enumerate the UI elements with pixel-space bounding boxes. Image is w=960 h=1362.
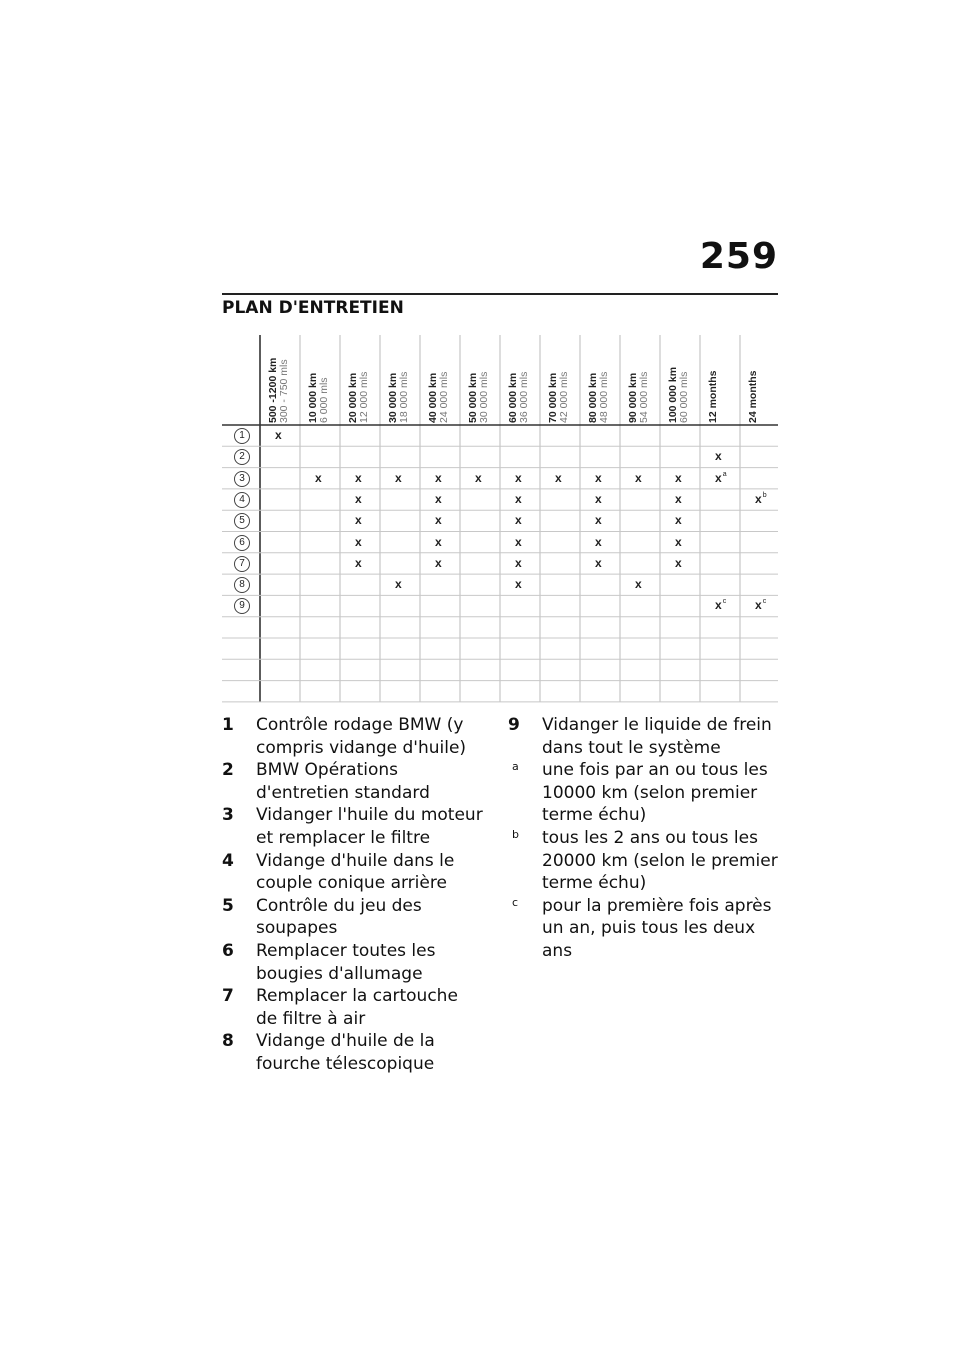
column-header (387, 333, 410, 423)
legend-item (508, 895, 778, 963)
maintenance-mark: x (635, 577, 642, 592)
legend-item (222, 895, 484, 940)
legend-key: 7 (222, 986, 234, 1007)
legend-text: Contrôle du jeu des soupapes (256, 895, 422, 939)
legend-key: a (512, 760, 519, 774)
maintenance-mark: x (355, 513, 362, 528)
footnote-ref: b (762, 491, 767, 499)
column-header-secondary: 6 000 mls (318, 377, 330, 423)
legend-text: Vidange d'huile de la fourche télescopique (256, 1031, 435, 1074)
footnote-ref: a (722, 470, 727, 478)
row-number-badge: 7 (234, 556, 250, 572)
row-number-badge: 9 (234, 598, 250, 614)
legend-item (222, 1030, 484, 1075)
maintenance-mark: x (355, 491, 362, 506)
maintenance-mark: x (395, 577, 402, 592)
maintenance-mark: x (515, 513, 522, 528)
column-header-secondary: 18 000 mls (398, 371, 410, 423)
row-number-badge: 4 (234, 492, 250, 508)
column-header-secondary: 12 000 mls (358, 371, 370, 423)
maintenance-mark: x (435, 470, 442, 485)
legend-text: pour la première fois après un an, puis tous les deux ans (542, 895, 772, 961)
maintenance-mark: x (715, 449, 722, 464)
maintenance-mark: $x^b$ (755, 491, 767, 506)
maintenance-mark: x (595, 555, 602, 570)
maintenance-mark: x (675, 555, 682, 570)
column-header (667, 333, 690, 423)
legend-key: 2 (222, 760, 234, 781)
legend-item (222, 850, 484, 895)
legend-key: 6 (222, 940, 234, 961)
legend-text: une fois par an ou tous les 10000 km (selon premier terme échu) (542, 760, 768, 826)
legend-item (222, 714, 484, 759)
legend-key: c (512, 895, 519, 909)
page-number: 259 (699, 236, 778, 277)
table-grid (222, 330, 778, 705)
column-header-primary: 90 000 km (627, 372, 639, 423)
legend-key: 9 (508, 715, 520, 735)
maintenance-mark: x (635, 470, 642, 485)
legend-text: BMW Opérations d'entretien standard (256, 760, 430, 803)
column-header-primary: 60 000 km (507, 372, 519, 423)
column-header-secondary: 42 000 mls (558, 371, 570, 423)
maintenance-mark: x (675, 534, 682, 549)
maintenance-mark: x (555, 470, 562, 485)
column-header-secondary: 36 000 mls (518, 371, 530, 423)
legend-key: 5 (222, 895, 234, 916)
column-header-secondary: 30 000 mls (478, 371, 490, 423)
column-header-primary: 12 months (707, 370, 719, 423)
maintenance-mark: x (355, 534, 362, 549)
row-number-badge: 6 (234, 535, 250, 551)
column-header (467, 333, 490, 423)
column-header-primary: 24 months (747, 370, 759, 423)
maintenance-mark: $x^c$ (715, 598, 727, 613)
legend-item (222, 985, 484, 1030)
maintenance-mark: $x^a$ (715, 470, 727, 485)
maintenance-mark: x (355, 555, 362, 570)
legend-key: 8 (222, 1031, 234, 1052)
legend-item (222, 804, 484, 849)
column-header-primary: 40 000 km (427, 372, 439, 423)
column-header (507, 333, 530, 423)
maintenance-mark: x (515, 577, 522, 592)
maintenance-mark: x (675, 513, 682, 528)
maintenance-mark: x (675, 491, 682, 506)
legend-text: Remplacer toutes les bougies d'allumage (256, 940, 436, 984)
legend-text: Vidange d'huile dans le couple conique arrière (256, 850, 455, 894)
column-header-primary: 70 000 km (547, 372, 559, 423)
maintenance-mark: x (515, 470, 522, 485)
row-number-badge: 1 (234, 428, 250, 444)
column-header-primary: 30 000 km (387, 372, 399, 423)
column-header-secondary: 54 000 mls (638, 371, 650, 423)
column-header-primary: 500 -1200 km (267, 357, 279, 423)
row-number-badge: 5 (234, 513, 250, 529)
maintenance-mark: x (275, 428, 282, 442)
column-header-primary: 20 000 km (347, 372, 359, 423)
maintenance-mark: x (355, 470, 362, 485)
maintenance-mark: x (515, 491, 522, 506)
notes-right (508, 714, 778, 963)
column-header-primary: 80 000 km (587, 372, 599, 423)
legend-item (508, 827, 778, 895)
legend-text: Contrôle rodage BMW (y compris vidange d'huile) (256, 715, 467, 758)
maintenance-mark: x (435, 491, 442, 506)
maintenance-mark: x (395, 470, 402, 485)
header-rule (222, 293, 778, 295)
maintenance-mark: x (435, 513, 442, 528)
section-title: PLAN D'ENTRETIEN (222, 298, 404, 318)
column-header-secondary: 60 000 mls (678, 371, 690, 423)
maintenance-mark: x (595, 491, 602, 506)
legend-text: tous les 2 ans ou tous les 20000 km (selon le premier terme échu) (542, 827, 778, 894)
column-header (347, 333, 370, 423)
column-header-primary: 10 000 km (307, 372, 319, 423)
legend-text: Vidanger l'huile du moteur et remplacer le filtre (256, 805, 483, 848)
maintenance-mark: x (515, 534, 522, 549)
legend-key: 4 (222, 850, 234, 871)
legend-key: 1 (222, 715, 234, 735)
column-header-primary: 100 000 km (667, 366, 679, 423)
column-header (627, 333, 650, 423)
notes-left (222, 714, 484, 1076)
column-header (748, 333, 764, 423)
column-header (267, 333, 290, 423)
maintenance-mark: x (435, 555, 442, 570)
column-header (427, 333, 450, 423)
row-number-badge: 2 (234, 449, 250, 465)
column-header (587, 333, 610, 423)
legend-text: Remplacer la cartouche de filtre à air (256, 986, 458, 1029)
column-header-primary: 50 000 km (467, 372, 479, 423)
footnote-ref: c (722, 598, 727, 606)
legend-text: Vidanger le liquide de frein dans tout le système (542, 715, 772, 758)
maintenance-mark: x (475, 470, 482, 485)
legend-key: 3 (222, 805, 234, 826)
maintenance-mark: x (315, 470, 322, 485)
column-header-secondary: 48 000 mls (598, 371, 610, 423)
maintenance-mark: x (595, 534, 602, 549)
maintenance-mark: x (675, 470, 682, 485)
legend-item (222, 759, 484, 804)
legend-key: b (512, 827, 519, 841)
maintenance-mark: x (595, 513, 602, 528)
maintenance-mark: x (435, 534, 442, 549)
column-header-secondary: 300 - 750 mls (278, 359, 290, 423)
column-header (708, 333, 724, 423)
column-header-secondary: 24 000 mls (438, 371, 450, 423)
maintenance-mark: $x^c$ (755, 598, 767, 613)
row-number-badge: 8 (234, 577, 250, 593)
legend-item (508, 759, 778, 827)
column-header (547, 333, 570, 423)
legend-item (508, 714, 778, 759)
row-number-badge: 3 (234, 471, 250, 487)
column-header (307, 333, 330, 423)
maintenance-mark: x (515, 555, 522, 570)
legend-item (222, 940, 484, 985)
footnote-ref: c (762, 598, 767, 606)
maintenance-table (222, 330, 778, 705)
maintenance-mark: x (595, 470, 602, 485)
